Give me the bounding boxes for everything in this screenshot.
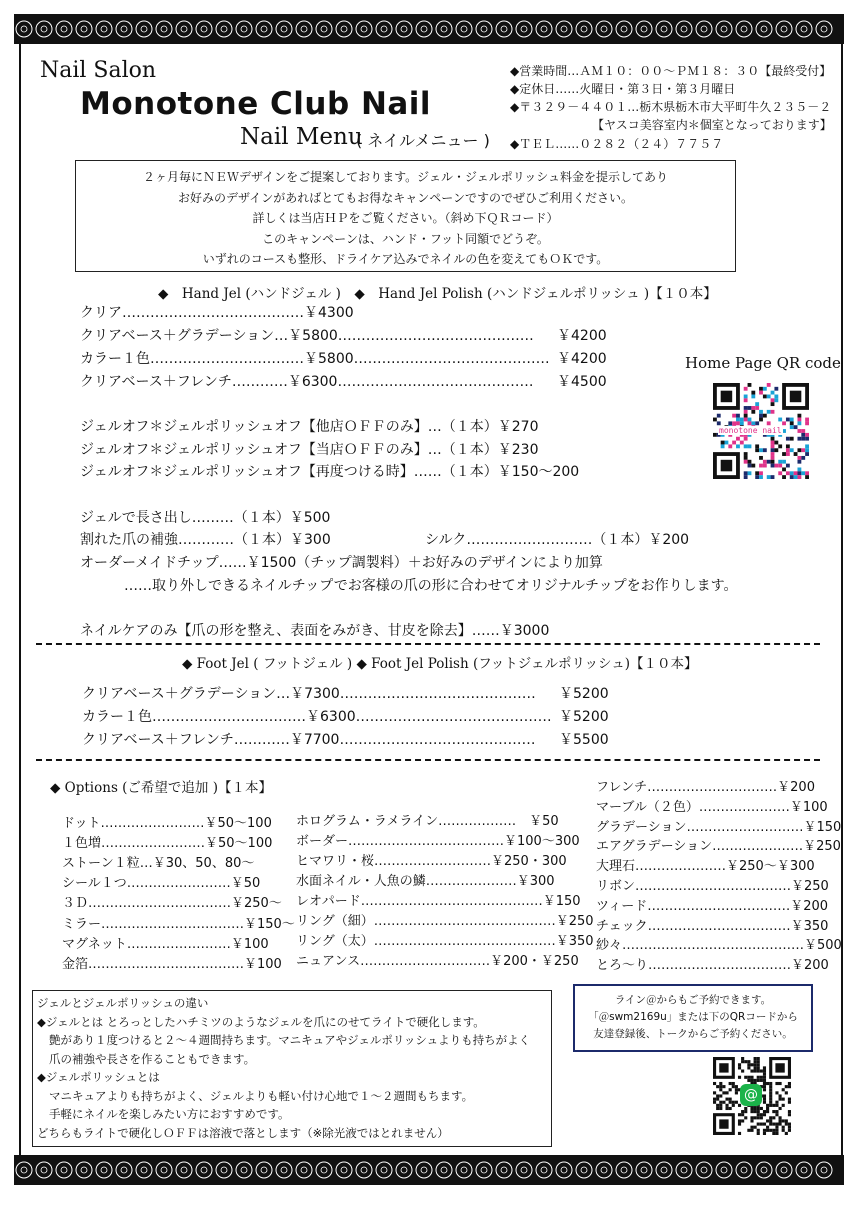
hand-row: クリア…………………………………￥4300	[80, 305, 354, 321]
shop-name: Monotone Club Nail	[80, 86, 432, 122]
option-item: ドット……………………￥50〜100	[62, 816, 272, 831]
option-item: 大理石…………………￥250〜￥300	[596, 859, 815, 875]
option-item: ホログラム・ラメライン……………… ￥50	[296, 814, 559, 829]
difference-line: 艶があり１度つけると２〜４週間持ちます。マニキュアやジェルポリッシュよりも持ちがよく	[49, 1033, 531, 1047]
hand-row: クリアベース＋フレンチ…………￥6300……………………………………	[80, 374, 534, 390]
notice-line: 詳しくは当店ＨＰをご覧ください。（斜め下ＱＲコード）	[252, 211, 559, 225]
notice-line: このキャンペーンは、ハンド・フット同額でどうぞ。	[262, 231, 549, 246]
qr-label: Home Page QR code	[685, 354, 841, 372]
menu-title-jp: ( ネイルメニュー )	[356, 131, 490, 150]
order-chip-note: ……取り外しできるネイルチップでお客様の爪の形に合わせてオリジナルチップをお作りします。	[124, 578, 738, 594]
menu-title: Nail Menu	[240, 124, 363, 150]
difference-line: 爪の補強や長さを作ることもできます。	[49, 1051, 256, 1066]
option-item: レオパード……………………………………￥150	[296, 894, 581, 909]
campaign-notice	[75, 160, 736, 272]
lace-border-bottom	[14, 1155, 844, 1185]
care-row: ネイルケアのみ【爪の形を整え、表面をみがき、甘皮を除去】……￥3000	[80, 623, 550, 639]
option-item: リボン………………………………￥250	[596, 879, 829, 894]
option-item: リング（細）……………………………………￥250	[296, 914, 594, 929]
foot-row: クリアベース＋グラデーション…￥7300……………………………………	[82, 686, 536, 702]
info-address: ◆〒３２９－４４０１…栃木県栃木市大平町牛久２３５－２	[510, 100, 832, 114]
option-item: ボーダー………………………………￥100〜300	[296, 834, 580, 849]
difference-line: ◆ジェルポリッシュとは	[37, 1070, 160, 1084]
option-item: ヒマワリ・桜………………………￥250・300	[296, 854, 567, 869]
hand-row-polish: ￥4200	[557, 328, 607, 344]
info-hours: ◆営業時間…ＡＭ１０：００〜ＰＭ１８：３０【最終受付】	[510, 64, 832, 78]
off-row: ジェルオフ＊ジェルポリッシュオフ【他店ＯＦＦのみ】…（１本）￥270	[80, 419, 539, 435]
info-address-note: 【ヤスコ美容室内＊個室となっております】	[592, 118, 832, 132]
section-divider	[36, 759, 820, 761]
option-item: ツィード……………………………￥200	[596, 898, 829, 914]
foot-row: カラー１色……………………………￥6300……………………………………	[82, 709, 552, 725]
foot-row-polish: ￥5200	[559, 709, 609, 725]
repair-row: 割れた爪の補強…………（１本）￥300	[80, 532, 331, 548]
line-box-text: 友達登録後、トークからご予約ください。	[593, 1028, 793, 1040]
option-item: シール１つ……………………￥50	[62, 876, 261, 892]
qr-caption: monotone nail	[719, 426, 782, 435]
off-row: ジェルオフ＊ジェルポリッシュオフ【再度つける時】……（１本）￥150〜200	[80, 464, 580, 480]
off-row: ジェルオフ＊ジェルポリッシュオフ【当店ＯＦＦのみ】…（１本）￥230	[80, 442, 539, 458]
lace-border-top	[14, 14, 844, 44]
line-box-text: ライン＠からもご予約できます。	[614, 994, 772, 1006]
difference-title: ジェルとジェルポリッシュの違い	[37, 996, 209, 1010]
extension-row: ジェルで長さ出し………（１本）￥500	[80, 510, 331, 526]
section-divider	[36, 643, 820, 645]
order-chip-row: オーダーメイドチップ……￥1500（チップ調製料）＋お好みのデザインにより加算	[80, 555, 603, 571]
option-item: チェック……………………………￥350	[596, 918, 829, 934]
option-item: １色増……………………￥50〜100	[62, 836, 273, 852]
info-holiday: ◆定休日……火曜日・第３日・第３月曜日	[510, 82, 736, 96]
line-at-icon: @	[740, 1084, 762, 1106]
notice-line: お好みのデザインがあればとてもお得なキャンペーンですのでぜひご利用ください。	[178, 190, 633, 205]
option-item: フレンチ…………………………￥200	[596, 780, 815, 795]
difference-line: マニキュアよりも持ちがよく、ジェルよりも軽い付け心地で１〜２週間もちます。	[49, 1088, 474, 1103]
hand-row: クリアベース＋グラデーション…￥5800……………………………………	[80, 328, 534, 344]
notice-line: ２ヶ月毎にＮＥＷデザインをご提案しております。ジェル・ジェルポリッシュ料金を提示してあり	[142, 170, 668, 184]
foot-row-polish: ￥5200	[559, 686, 609, 702]
option-item: ニュアンス…………………………￥200・￥250	[296, 954, 579, 969]
difference-box	[32, 990, 552, 1147]
hand-row-polish: ￥4200	[557, 351, 607, 367]
option-item: グラデーション………………………￥150	[596, 819, 842, 835]
option-item: とろ〜り……………………………￥200	[596, 958, 829, 974]
silk-row: シルク………………………（１本）￥200	[425, 532, 690, 548]
option-item: ３Ｄ……………………………￥250〜	[62, 896, 282, 912]
option-item: リング（太）……………………………………￥350	[296, 934, 594, 949]
option-item: エアグラデーション…………………￥250	[596, 839, 841, 855]
option-item: 水面ネイル・人魚の鱗…………………￥300	[296, 874, 555, 889]
line-box-text: 「＠swm2169u」または下のQRコードから	[588, 1011, 798, 1023]
option-item: ストーン１粒…￥30、50、80〜	[62, 856, 255, 872]
difference-line: ◆ジェルとは とろっとしたハチミツのようなジェルを爪にのせてライトで硬化します。	[37, 1014, 485, 1029]
option-item: マーブル（２色）…………………￥100	[596, 799, 828, 815]
option-item: ミラー……………………………￥150〜	[62, 916, 295, 932]
hand-heading: ◆ Hand Jel (ハンドジェル ) ◆ Hand Jel Polish (ハンドジェルポリッシュ )【１０本】	[158, 286, 717, 302]
difference-line: どちらもライトで硬化しＯＦＦは溶液で落とします（※除光液ではとれません）	[37, 1125, 449, 1140]
salon-label: Nail Salon	[40, 58, 157, 83]
option-item: マグネット……………………￥100	[62, 936, 269, 952]
foot-row-polish: ￥5500	[559, 732, 609, 748]
info-tel: ◆ＴＥＬ……０２８２（２４）７７５７	[510, 137, 724, 151]
foot-row: クリアベース＋フレンチ…………￥7700……………………………………	[82, 732, 536, 748]
options-heading: ◆ Options (ご希望で追加 )【１本】	[50, 780, 272, 796]
hand-row-polish: ￥4500	[557, 374, 607, 390]
option-item: 紗々……………………………………￥500	[596, 938, 842, 954]
foot-heading: ◆ Foot Jel ( フットジェル ) ◆ Foot Jel Polish (フットジェルポリッシュ)【１０本】	[182, 656, 698, 672]
notice-line: いずれのコースも整形、ドライケア込みでネイルの色を変えてもＯＫです。	[202, 252, 609, 266]
difference-line: 手軽にネイルを楽しみたい方におすすめです。	[49, 1107, 290, 1121]
option-item: 金箔………………………………￥100	[62, 956, 282, 972]
line-booking-box	[573, 984, 813, 1052]
hand-row: カラー１色……………………………￥5800……………………………………	[80, 351, 550, 367]
